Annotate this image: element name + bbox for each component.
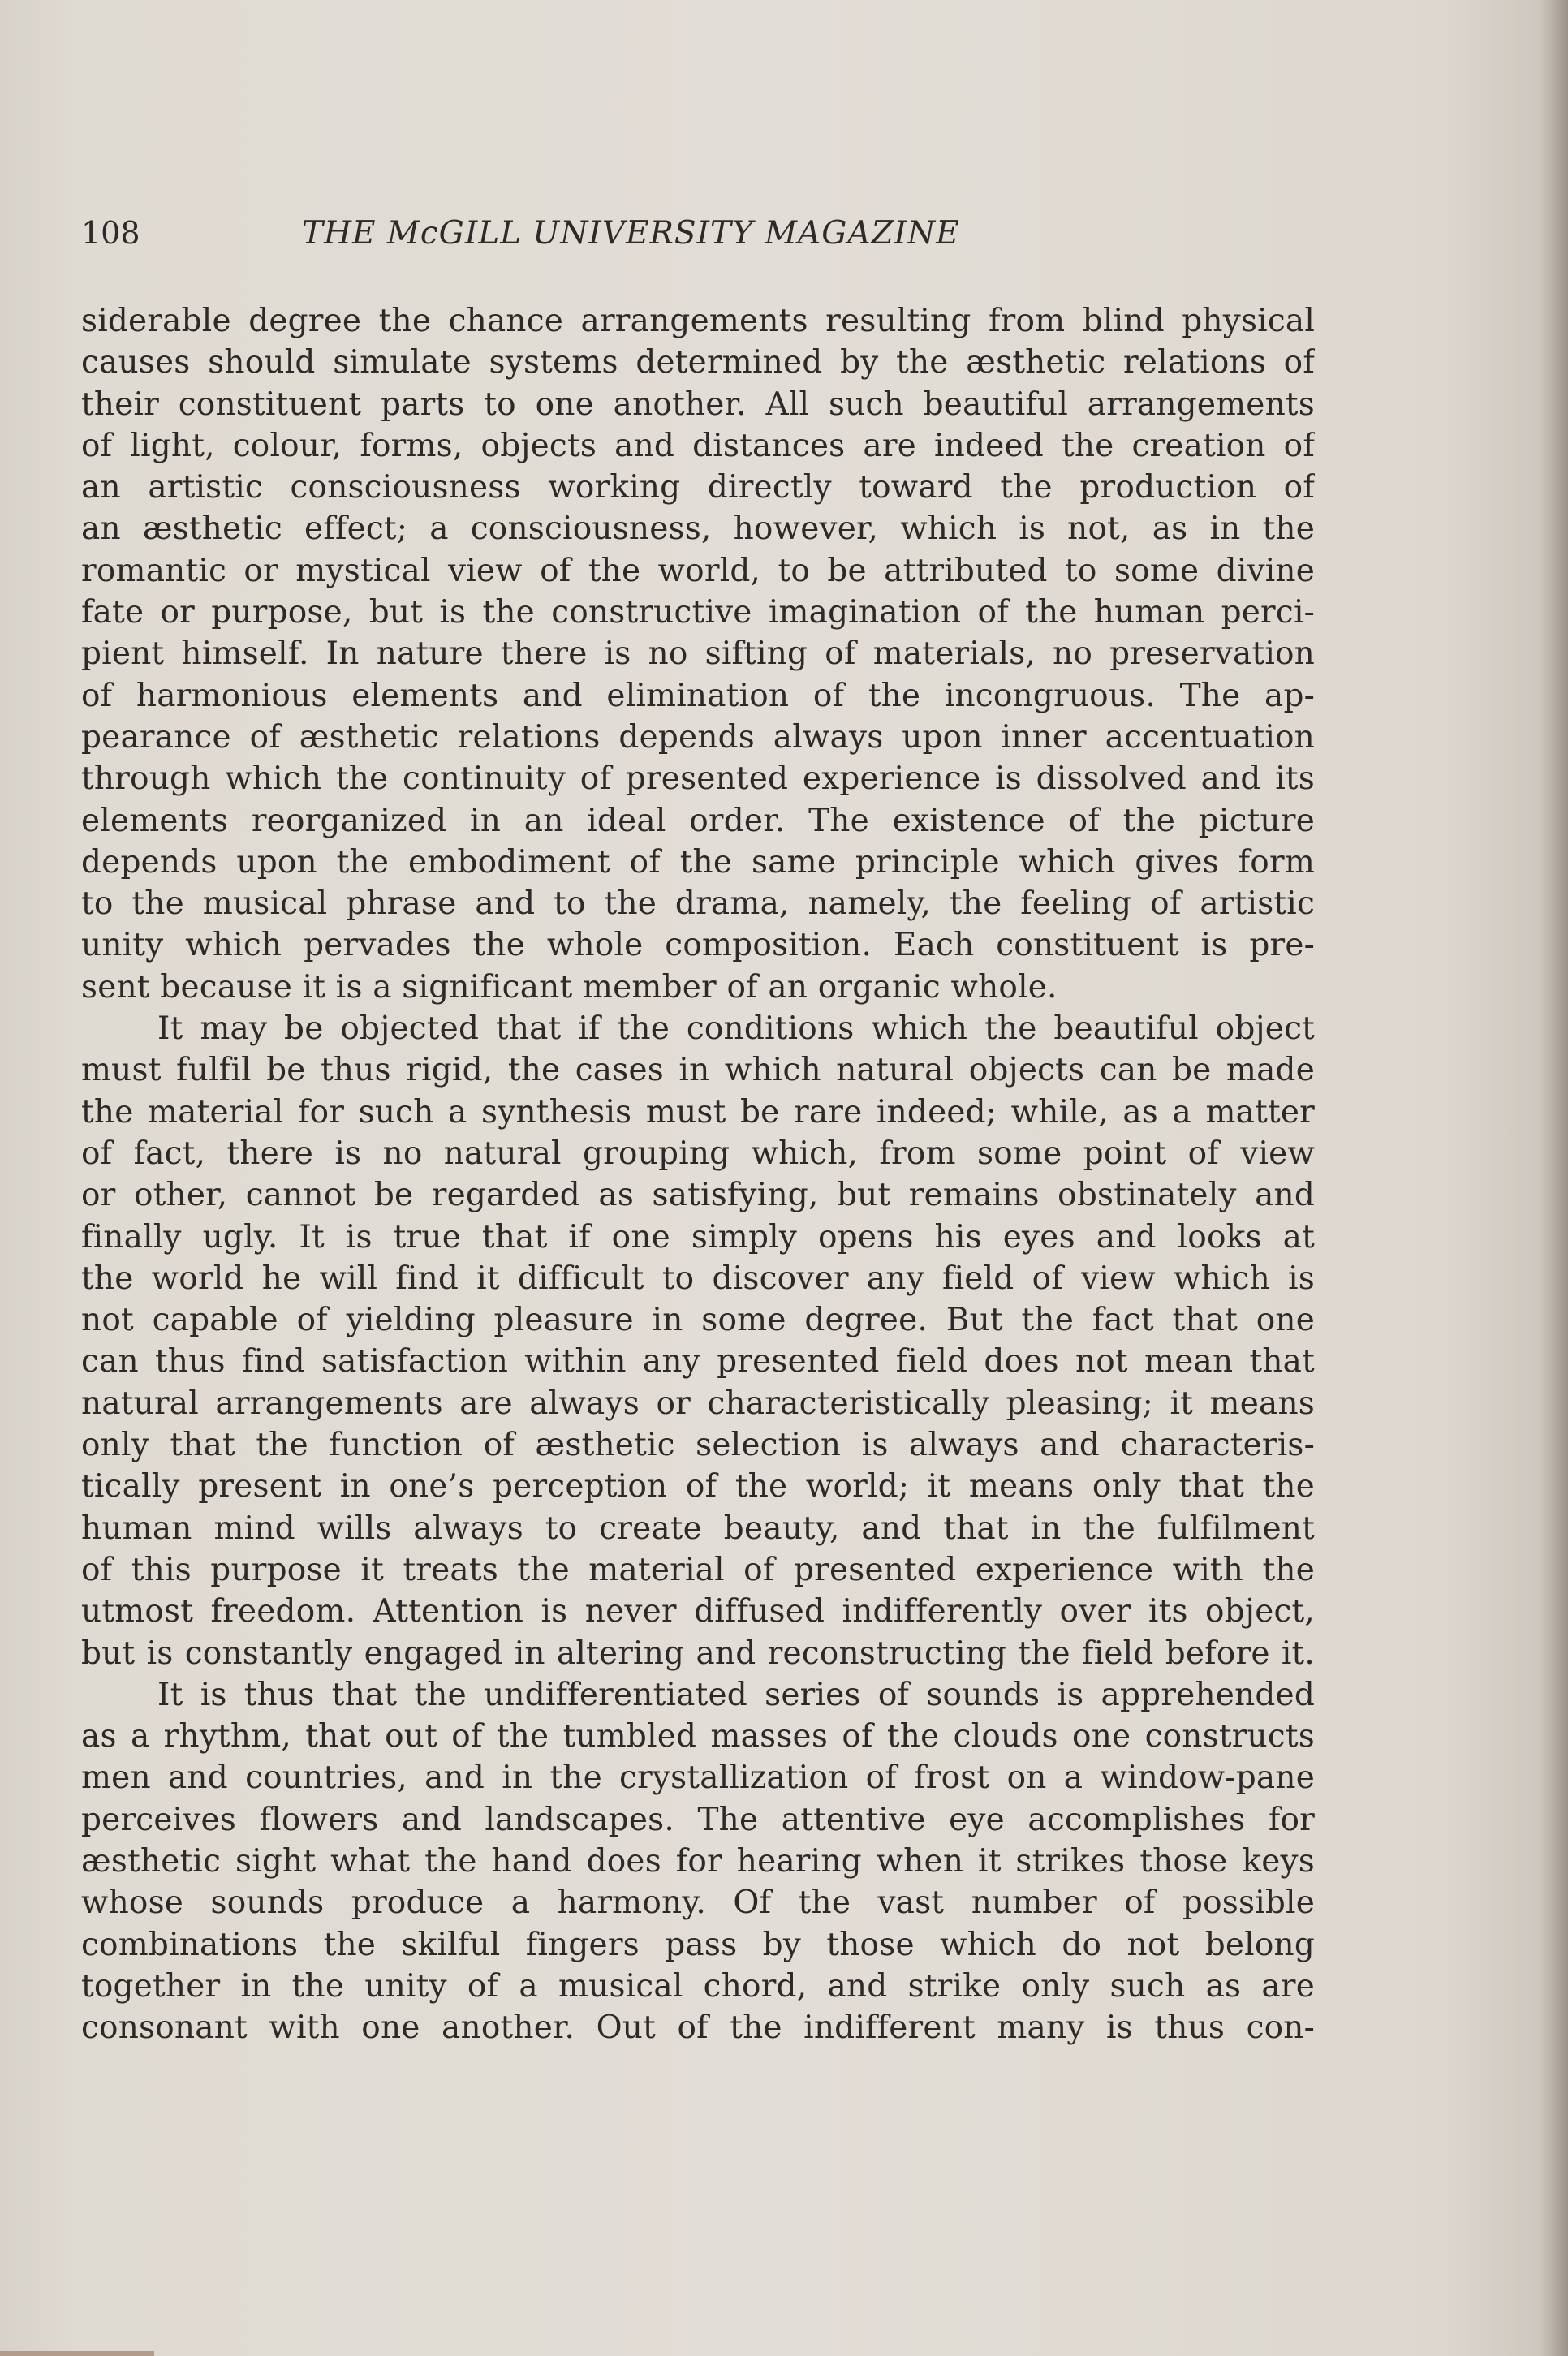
running-title: THE McGILL UNIVERSITY MAGAZINE: [302, 215, 960, 252]
body-text: [81, 300, 1315, 2048]
page-edge-mark: [0, 2351, 154, 2356]
text-line: human mind wills always to create beauty, and that in the fulfilment: [81, 1510, 1315, 1547]
text-line: or other, cannot be regarded as satisfying, but remains obstinately and: [81, 1177, 1315, 1214]
text-line: elements reorganized in an ideal order. The existence of the picture: [81, 802, 1315, 839]
text-line: pient himself. In nature there is no sifting of materials, no preservation: [81, 635, 1315, 673]
text-line: utmost freedom. Attention is never diffused indifferently over its object,: [81, 1593, 1315, 1630]
text-line: It may be objected that if the conditions which the beautiful object: [157, 1010, 1315, 1048]
text-line: tically present in one’s perception of the world; it means only that the: [81, 1468, 1315, 1505]
text-line: only that the function of æsthetic selection is always and characteris-: [81, 1427, 1315, 1464]
text-line: together in the unity of a musical chord, and strike only such as are: [81, 1967, 1315, 2005]
text-line: of this purpose it treats the material of presented experience with the: [81, 1551, 1315, 1588]
text-line: causes should simulate systems determined by the æsthetic relations of: [81, 344, 1315, 381]
text-line: of fact, there is no natural grouping which, from some point of view: [81, 1135, 1315, 1172]
text-line: must fulfil be thus rigid, the cases in which natural objects can be made: [81, 1052, 1315, 1089]
text-line: romantic or mystical view of the world, to be attributed to some divine: [81, 552, 1315, 589]
text-line: men and countries, and in the crystallization of frost on a window-pane: [81, 1759, 1315, 1797]
text-line: æsthetic sight what the hand does for hearing when it strikes those keys: [81, 1842, 1315, 1880]
text-line: an artistic consciousness working directly toward the production of: [81, 469, 1315, 506]
text-line: sent because it is a significant member of an organic whole.: [81, 968, 1058, 1006]
text-line: It is thus that the undifferentiated series of sounds is apprehended: [157, 1676, 1315, 1713]
text-line: depends upon the embodiment of the same principle which gives form: [81, 843, 1315, 881]
text-line: an æsthetic effect; a consciousness, however, which is not, as in the: [81, 510, 1315, 548]
text-line: to the musical phrase and to the drama, namely, the feeling of artistic: [81, 885, 1315, 923]
text-line: as a rhythm, that out of the tumbled masses of the clouds one constructs: [81, 1718, 1315, 1755]
text-line: combinations the skilful fingers pass by those which do not belong: [81, 1926, 1315, 1963]
text-line: unity which pervades the whole composition. Each constituent is pre-: [81, 927, 1315, 964]
text-line: their constituent parts to one another. All such beautiful arrangements: [81, 385, 1315, 423]
text-line: pearance of æsthetic relations depends always upon inner accentuation: [81, 718, 1315, 756]
text-line: natural arrangements are always or characteristically pleasing; it means: [81, 1385, 1315, 1422]
page-edge-shadow: [1540, 0, 1568, 2356]
text-line: not capable of yielding pleasure in some degree. But the fact that one: [81, 1302, 1315, 1339]
text-line: fate or purpose, but is the constructive imagination of the human perci-: [81, 594, 1315, 631]
text-line: through which the continuity of presented experience is dissolved and its: [81, 760, 1315, 798]
text-line: the world he will find it difficult to discover any field of view which is: [81, 1260, 1315, 1297]
text-line: can thus find satisfaction within any presented field does not mean that: [81, 1343, 1315, 1380]
text-line: finally ugly. It is true that if one simply opens his eyes and looks at: [81, 1218, 1315, 1256]
page-header: [81, 215, 1331, 256]
text-line: of light, colour, forms, objects and distances are indeed the creation of: [81, 427, 1315, 464]
text-line: perceives flowers and landscapes. The attentive eye accomplishes for: [81, 1801, 1315, 1838]
text-line: whose sounds produce a harmony. Of the vast number of possible: [81, 1884, 1315, 1922]
text-line: the material for such a synthesis must be rare indeed; while, as a matter: [81, 1093, 1315, 1131]
text-line: siderable degree the chance arrangements resulting from blind physical: [81, 303, 1315, 339]
text-line: consonant with one another. Out of the indifferent many is thus con-: [81, 2009, 1315, 2047]
page-number: 108: [81, 215, 140, 251]
text-line: of harmonious elements and elimination of the incongruous. The ap-: [81, 677, 1315, 714]
text-line: but is constantly engaged in altering and reconstructing the field before it.: [81, 1635, 1315, 1672]
